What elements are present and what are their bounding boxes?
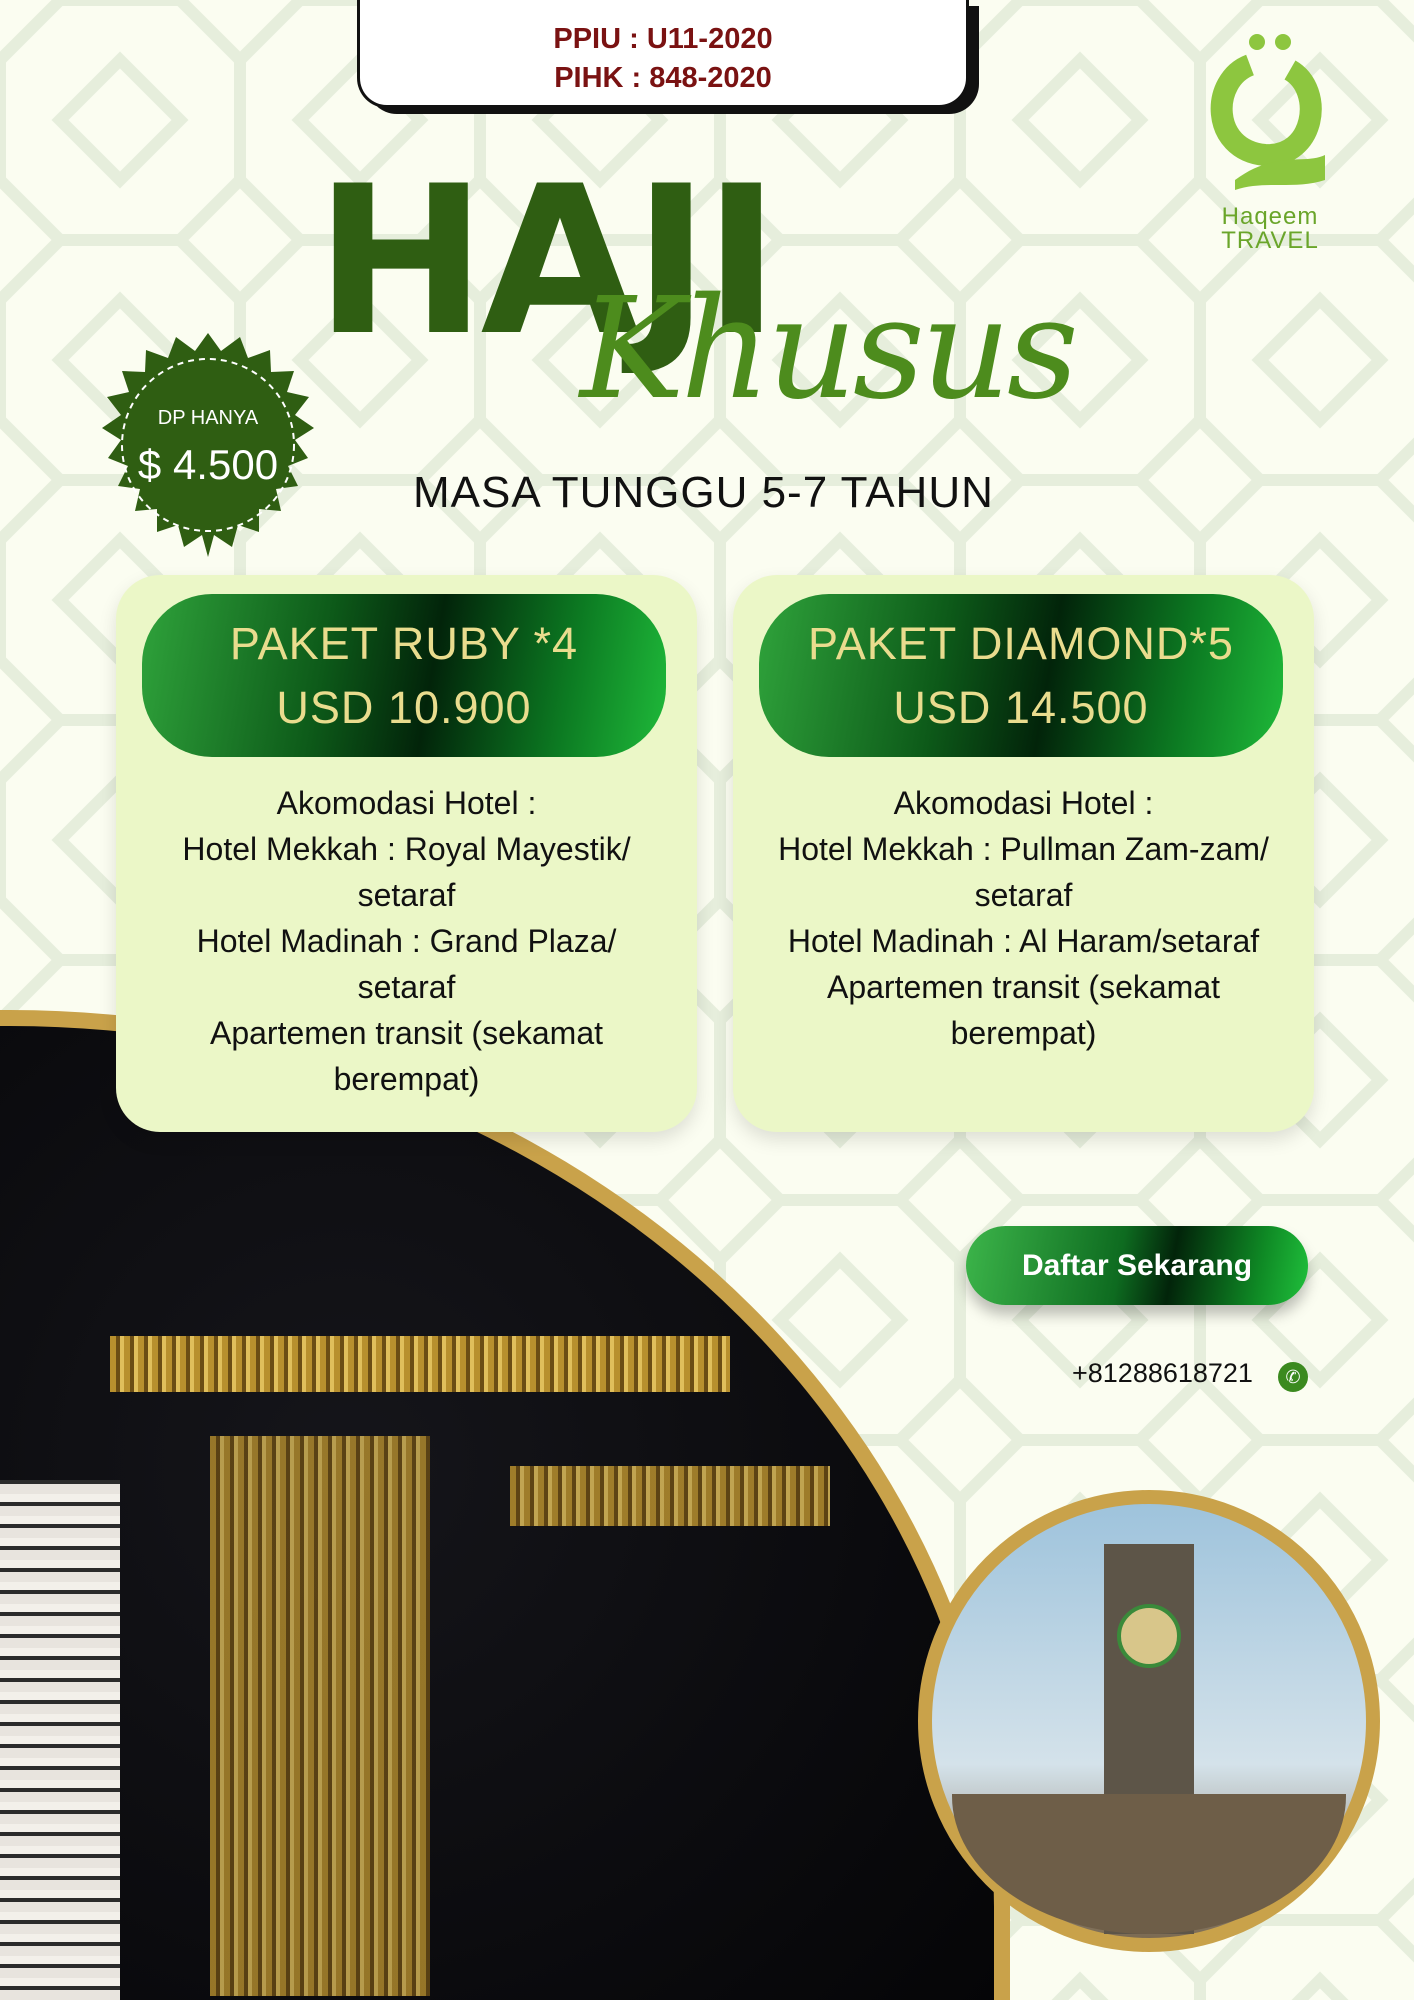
detail-line: Hotel Mekkah : Royal Mayestik/ bbox=[182, 831, 631, 867]
kiswah-belt bbox=[110, 1336, 730, 1392]
dp-label: DP HANYA bbox=[157, 407, 259, 429]
logo-name: Haqeem bbox=[1221, 203, 1319, 230]
detail-line: Apartemen transit (sekamat bbox=[826, 969, 1221, 1005]
haqeem-travel-logo bbox=[1195, 30, 1345, 260]
package-header-ruby bbox=[142, 594, 666, 757]
dp-badge bbox=[88, 333, 328, 573]
package-name: PAKET DIAMOND*5 bbox=[808, 618, 1234, 669]
package-card-ruby bbox=[116, 575, 697, 1132]
phone-icon: ✆ bbox=[1278, 1362, 1308, 1392]
clock-face-icon bbox=[1117, 1604, 1181, 1668]
package-card-diamond bbox=[733, 575, 1314, 1132]
kaaba-door bbox=[210, 1436, 430, 1996]
phone-number[interactable]: +81288618721 bbox=[1072, 1358, 1253, 1388]
title-haji: HAJI bbox=[315, 143, 774, 381]
package-header-diamond bbox=[759, 594, 1283, 757]
logo-sub: TRAVEL bbox=[1221, 227, 1319, 254]
detail-line: berempat) bbox=[333, 1061, 480, 1097]
package-name: PAKET RUBY *4 bbox=[229, 618, 579, 669]
ppiu-license: PPIU : U11-2020 bbox=[553, 23, 773, 55]
detail-line: Akomodasi Hotel : bbox=[276, 785, 537, 821]
logo-mark-icon bbox=[1195, 30, 1345, 200]
package-details bbox=[136, 780, 677, 1102]
detail-line: berempat) bbox=[950, 1015, 1097, 1051]
package-price: USD 14.500 bbox=[893, 682, 1149, 733]
license-box bbox=[357, 0, 969, 108]
detail-line: Apartemen transit (sekamat bbox=[209, 1015, 604, 1051]
detail-line: setaraf bbox=[357, 969, 456, 1005]
detail-line: Hotel Madinah : Al Haram/setaraf bbox=[787, 923, 1260, 959]
package-price: USD 10.900 bbox=[276, 682, 532, 733]
pihk-license: PIHK : 848-2020 bbox=[554, 62, 772, 94]
detail-line: Hotel Madinah : Grand Plaza/ bbox=[196, 923, 617, 959]
detail-line: Hotel Mekkah : Pullman Zam-zam/ bbox=[778, 831, 1269, 867]
detail-line: setaraf bbox=[357, 877, 456, 913]
kiswah-panel bbox=[510, 1466, 830, 1526]
title-khusus: Khusus bbox=[580, 268, 1075, 431]
clock-tower-image bbox=[918, 1490, 1380, 1952]
package-details bbox=[753, 780, 1294, 1056]
dp-price: $ 4.500 bbox=[137, 441, 279, 488]
register-now-button[interactable]: Daftar Sekarang bbox=[966, 1226, 1308, 1305]
detail-line: setaraf bbox=[974, 877, 1073, 913]
waiting-period: MASA TUNGGU 5-7 TAHUN bbox=[413, 468, 994, 517]
detail-line: Akomodasi Hotel : bbox=[893, 785, 1154, 821]
pilgrims-crowd-image bbox=[0, 1480, 120, 2000]
